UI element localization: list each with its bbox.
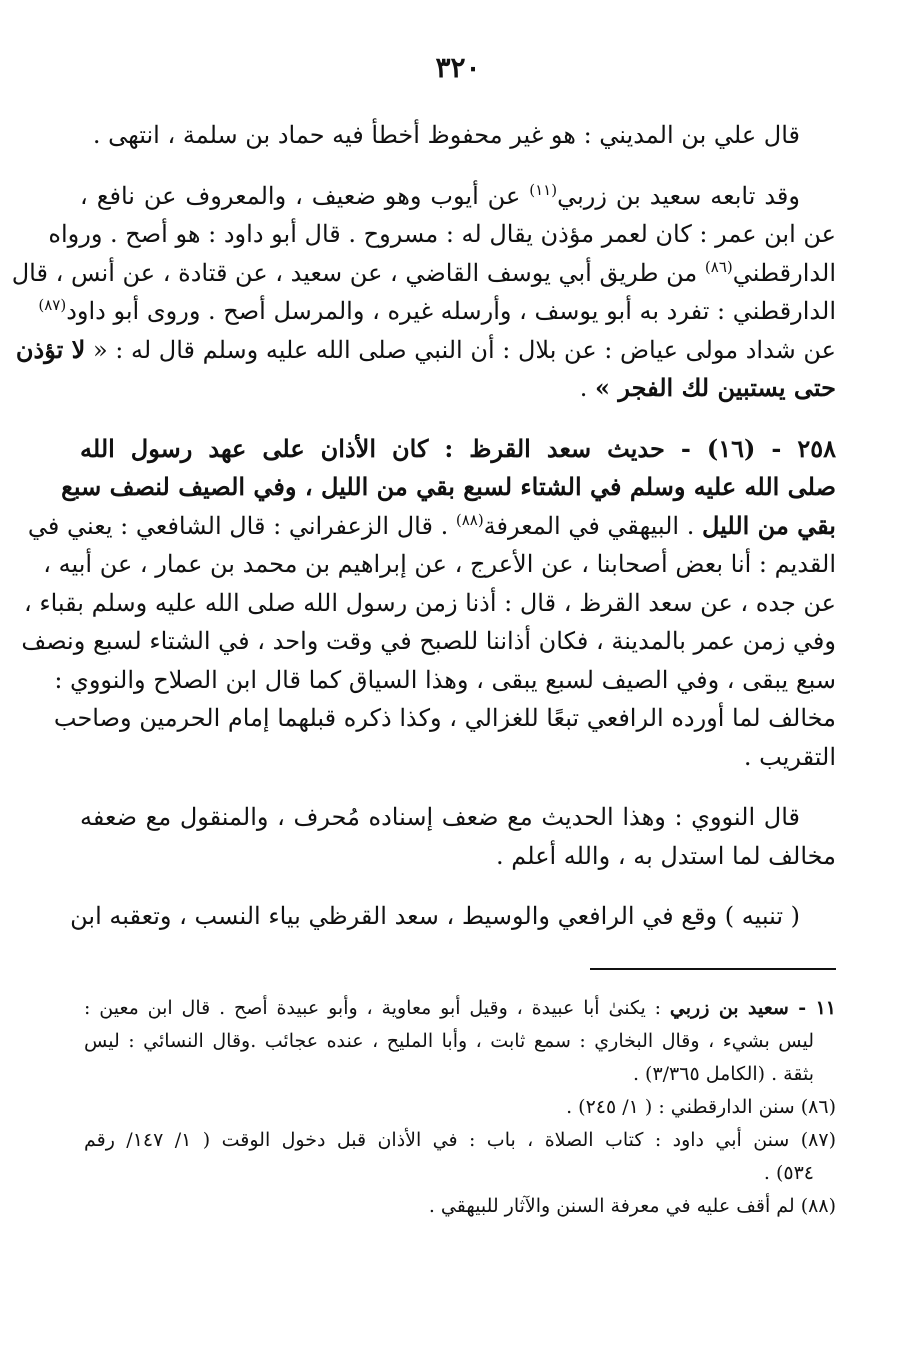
text-line: الدارقطني : تفرد به أبو يوسف ، وأرسله غيره ، والمرسل أصح . وروى أبو داود$^{(٨٧)}$ — [38, 296, 836, 325]
text-line: وقد تابعه سعيد بن زربي$^{(١١)}$ عن أيوب وهو ضعيف ، والمعروف عن نافع ، — [80, 180, 800, 210]
text-line: عن ابن عمر : كان لعمر مؤذن يقال له : مسروح . قال أبو داود : هو أصح . ورواه — [48, 220, 836, 248]
text-line: التقريب . — [743, 742, 836, 771]
footnote-88 — [84, 1190, 836, 1223]
footnote-line: بثقة . (الكامل ٣/٣٦٥) . — [632, 1063, 814, 1085]
footnote-ref: (٨٧) — [38, 296, 67, 314]
text-line: وفي زمن عمر بالمدينة ، فكان أذاننا للصبح في وقت واحد ، في الشتاء لسبع ونصف — [21, 627, 836, 655]
text-line: قال النووي : وهذا الحديث مع ضعف إسناده مُحرف ، والمنقول مع ضعفه — [80, 803, 800, 831]
text-line: عن شداد مولى عياض : عن بلال : أن النبي صلى الله عليه وسلم قال له : « لا تؤذن — [15, 334, 836, 364]
paragraph-5 — [70, 897, 836, 936]
page-number: ٣٢٠ — [435, 51, 481, 84]
footnote-line: (٨٧) سنن أبي داود : كتاب الصلاة ، باب : في الأذان قبل دخول الوقت ( ١/ ١٤٧/ رقم — [84, 1129, 836, 1151]
text-line: مخالف لما استدل به ، والله أعلم . — [496, 841, 836, 870]
hadith-heading: صلى الله عليه وسلم في الشتاء لسبع بقي من الليل ، وفي الصيف لنصف سبع — [61, 472, 836, 501]
footnote-separator — [590, 968, 836, 970]
footnote-line: ١١ - سعيد بن زربي : يكنىٰ أبا عبيدة ، وقيل أبو معاوية ، وأبو عبيدة أصح . قال ابن معين : — [84, 997, 836, 1019]
paragraph-2 — [11, 177, 836, 408]
text-line: حتى يستبين لك الفجر » . — [579, 373, 836, 402]
footnote-line: ٥٣٤) . — [763, 1162, 814, 1184]
footnote-ref: (٨٦) — [704, 257, 733, 276]
footnote-ref: (١١) — [529, 180, 558, 199]
footnote-line: (٨٨) لم أقف عليه في معرفة السنن والآثار للبيهقي . — [428, 1195, 836, 1217]
text-line: قال علي بن المديني : هو غير محفوظ أخطأ فيه حماد بن سلمة ، انتهى . — [92, 121, 800, 149]
footnote-11 — [84, 992, 836, 1091]
text-line: الدارقطني$^{(٨٦)}$ من طريق أبي يوسف القاضي ، عن سعيد ، عن قتادة ، عن أنس ، قال — [11, 257, 836, 287]
text-line: عن جده ، عن سعد القرظ ، قال : أذنا زمن رسول الله صلى الله عليه وسلم بقباء ، — [23, 588, 836, 617]
footnote-line: ليس بشيء ، وقال البخاري : سمع ثابت ، وأبا المليح ، عنده عجائب .وقال النسائي : ليس — [84, 1030, 814, 1052]
footnote-line: (٨٦) سنن الدارقطني : ( ١/ ٢٤٥) . — [566, 1096, 836, 1118]
hadith-heading: ٢٥٨ - (١٦) - حديث سعد القرظ : كان الأذان على عهد رسول الله — [80, 433, 836, 463]
text-line: مخالف لما أورده الرافعي تبعًا للغزالي ، وكذا ذكره قبلهما إمام الحرمين وصاحب — [53, 704, 836, 732]
text-line: ( تنبيه ) وقع في الرافعي والوسيط ، سعد القرظي بياء النسب ، وتعقبه ابن — [70, 902, 800, 930]
text-line: سبع يبقى ، وفي الصيف لسبع يبقى ، وهذا السياق كما قال ابن الصلاح والنووي : — [54, 665, 836, 694]
footnote-86 — [84, 1091, 836, 1124]
footnote-ref: (٨٨) — [455, 510, 484, 529]
text-line: بقي من الليل . البيهقي في المعرفة$^{(٨٨)}$ . قال الزعفراني : قال الشافعي : يعني في — [27, 510, 836, 540]
footnotes — [84, 992, 836, 1223]
text-line: القديم : أنا بعض أصحابنا ، عن الأعرج ، عن إبراهيم بن محمد بن عمار ، عن أبيه ، — [43, 550, 836, 578]
footnote-87 — [84, 1124, 836, 1190]
paragraph-4 — [80, 798, 836, 875]
paragraph-3 — [21, 430, 836, 777]
paragraph-1 — [80, 116, 836, 155]
